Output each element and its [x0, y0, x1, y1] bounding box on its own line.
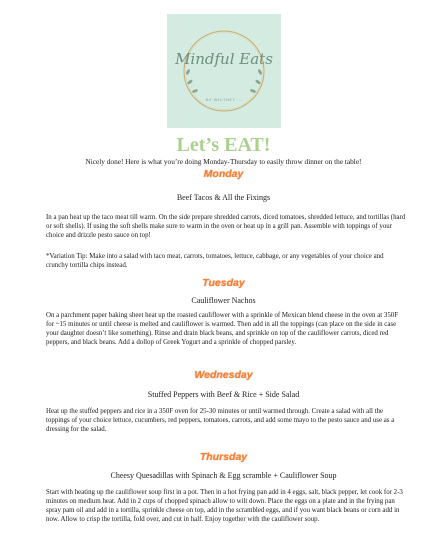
instructions-tuesday: On a parchment paper baking sheet heat up the roasted cauliflower with a sprinkle of Mexican blend cheese in the oven at 350F for ~15 minutes or until cheese is melted and cauliflower is warmed. Then add in all the toppings (can place on the side in case your daughter doesn’t like something). Rinse and drain black beans, and sprinkle on top of the cauliflower carrots, diced red peppers, and black beans. Add a dollop of Greek Yogurt and a sprinkle of chopped parsley.	[46, 312, 399, 346]
day-heading-thursday: Thursday	[199, 451, 248, 463]
meal-title-monday: Beef Tacos & All the Fixings	[176, 193, 271, 202]
instructions-thursday: Start with heating up the cauliflower soup first in a pot. Then in a hot frying pan add in 4 eggs, salt, black pepper, let cook for 2-3 minutes on medium heat. Add in 2 cups of chopped spinach allow to wilt down. Place the eggs on a plate and in the frying pan spray pam oil and add in a tortilla, sprinkle cheese on top, add in the scrambled eggs, and if you want black beans or corn add in now. Allow to crisp the tortilla, fold over, and cut in half. Enjoy together with the cauliflower soup.	[46, 489, 403, 523]
mindful-eats-logo	[167, 14, 281, 128]
logo-sub-text: BY WHITNEY ...	[205, 97, 243, 102]
day-heading-wednesday: Wednesday	[194, 369, 253, 381]
meal-title-tuesday: Cauliflower Nachos	[191, 296, 256, 305]
logo-ring-icon	[167, 14, 281, 128]
page-title: Let’s EAT!	[176, 134, 271, 156]
meal-title-wednesday: Stuffed Peppers with Beef & Rice + Side Salad	[147, 390, 300, 399]
day-heading-tuesday: Tuesday	[202, 277, 245, 289]
variation-tip-monday: *Variation Tip: Make into a salad with taco meat, carrots, tomatoes, lettuce, cabbage, or any vegetables of your choice and crunchy tortilla chips instead.	[46, 253, 384, 269]
logo-script-text: Mindful Eats	[175, 50, 273, 68]
intro-text: Nicely done! Here is what you’re doing Monday-Thursday to easily throw dinner on the table!	[85, 157, 362, 166]
instructions-monday: In a pan heat up the taco meat till warm. On the side prepare shredded carrots, diced tomatoes, shredded lettuce, and tortillas (hard or soft shells). If using the soft shells make sure to warm in the oven or heat up in a grill pan. Assemble with toppings of your choice and drizzle pesto sauce on top!	[46, 214, 406, 239]
meal-title-thursday: Cheesy Quesadillas with Spinach & Egg scramble + Cauliflower Soup	[110, 471, 337, 480]
day-heading-monday: Monday	[203, 168, 244, 180]
instructions-wednesday: Heat up the stuffed peppers and rice in a 350F oven for 25-30 minutes or until warmed through. Create a salad with all the toppings of your choice lettuce, cucumbers, red peppers, tomatoes, carrots, and add some mayo to the pesto sauce and use as a dressing for the salad.	[46, 408, 395, 433]
